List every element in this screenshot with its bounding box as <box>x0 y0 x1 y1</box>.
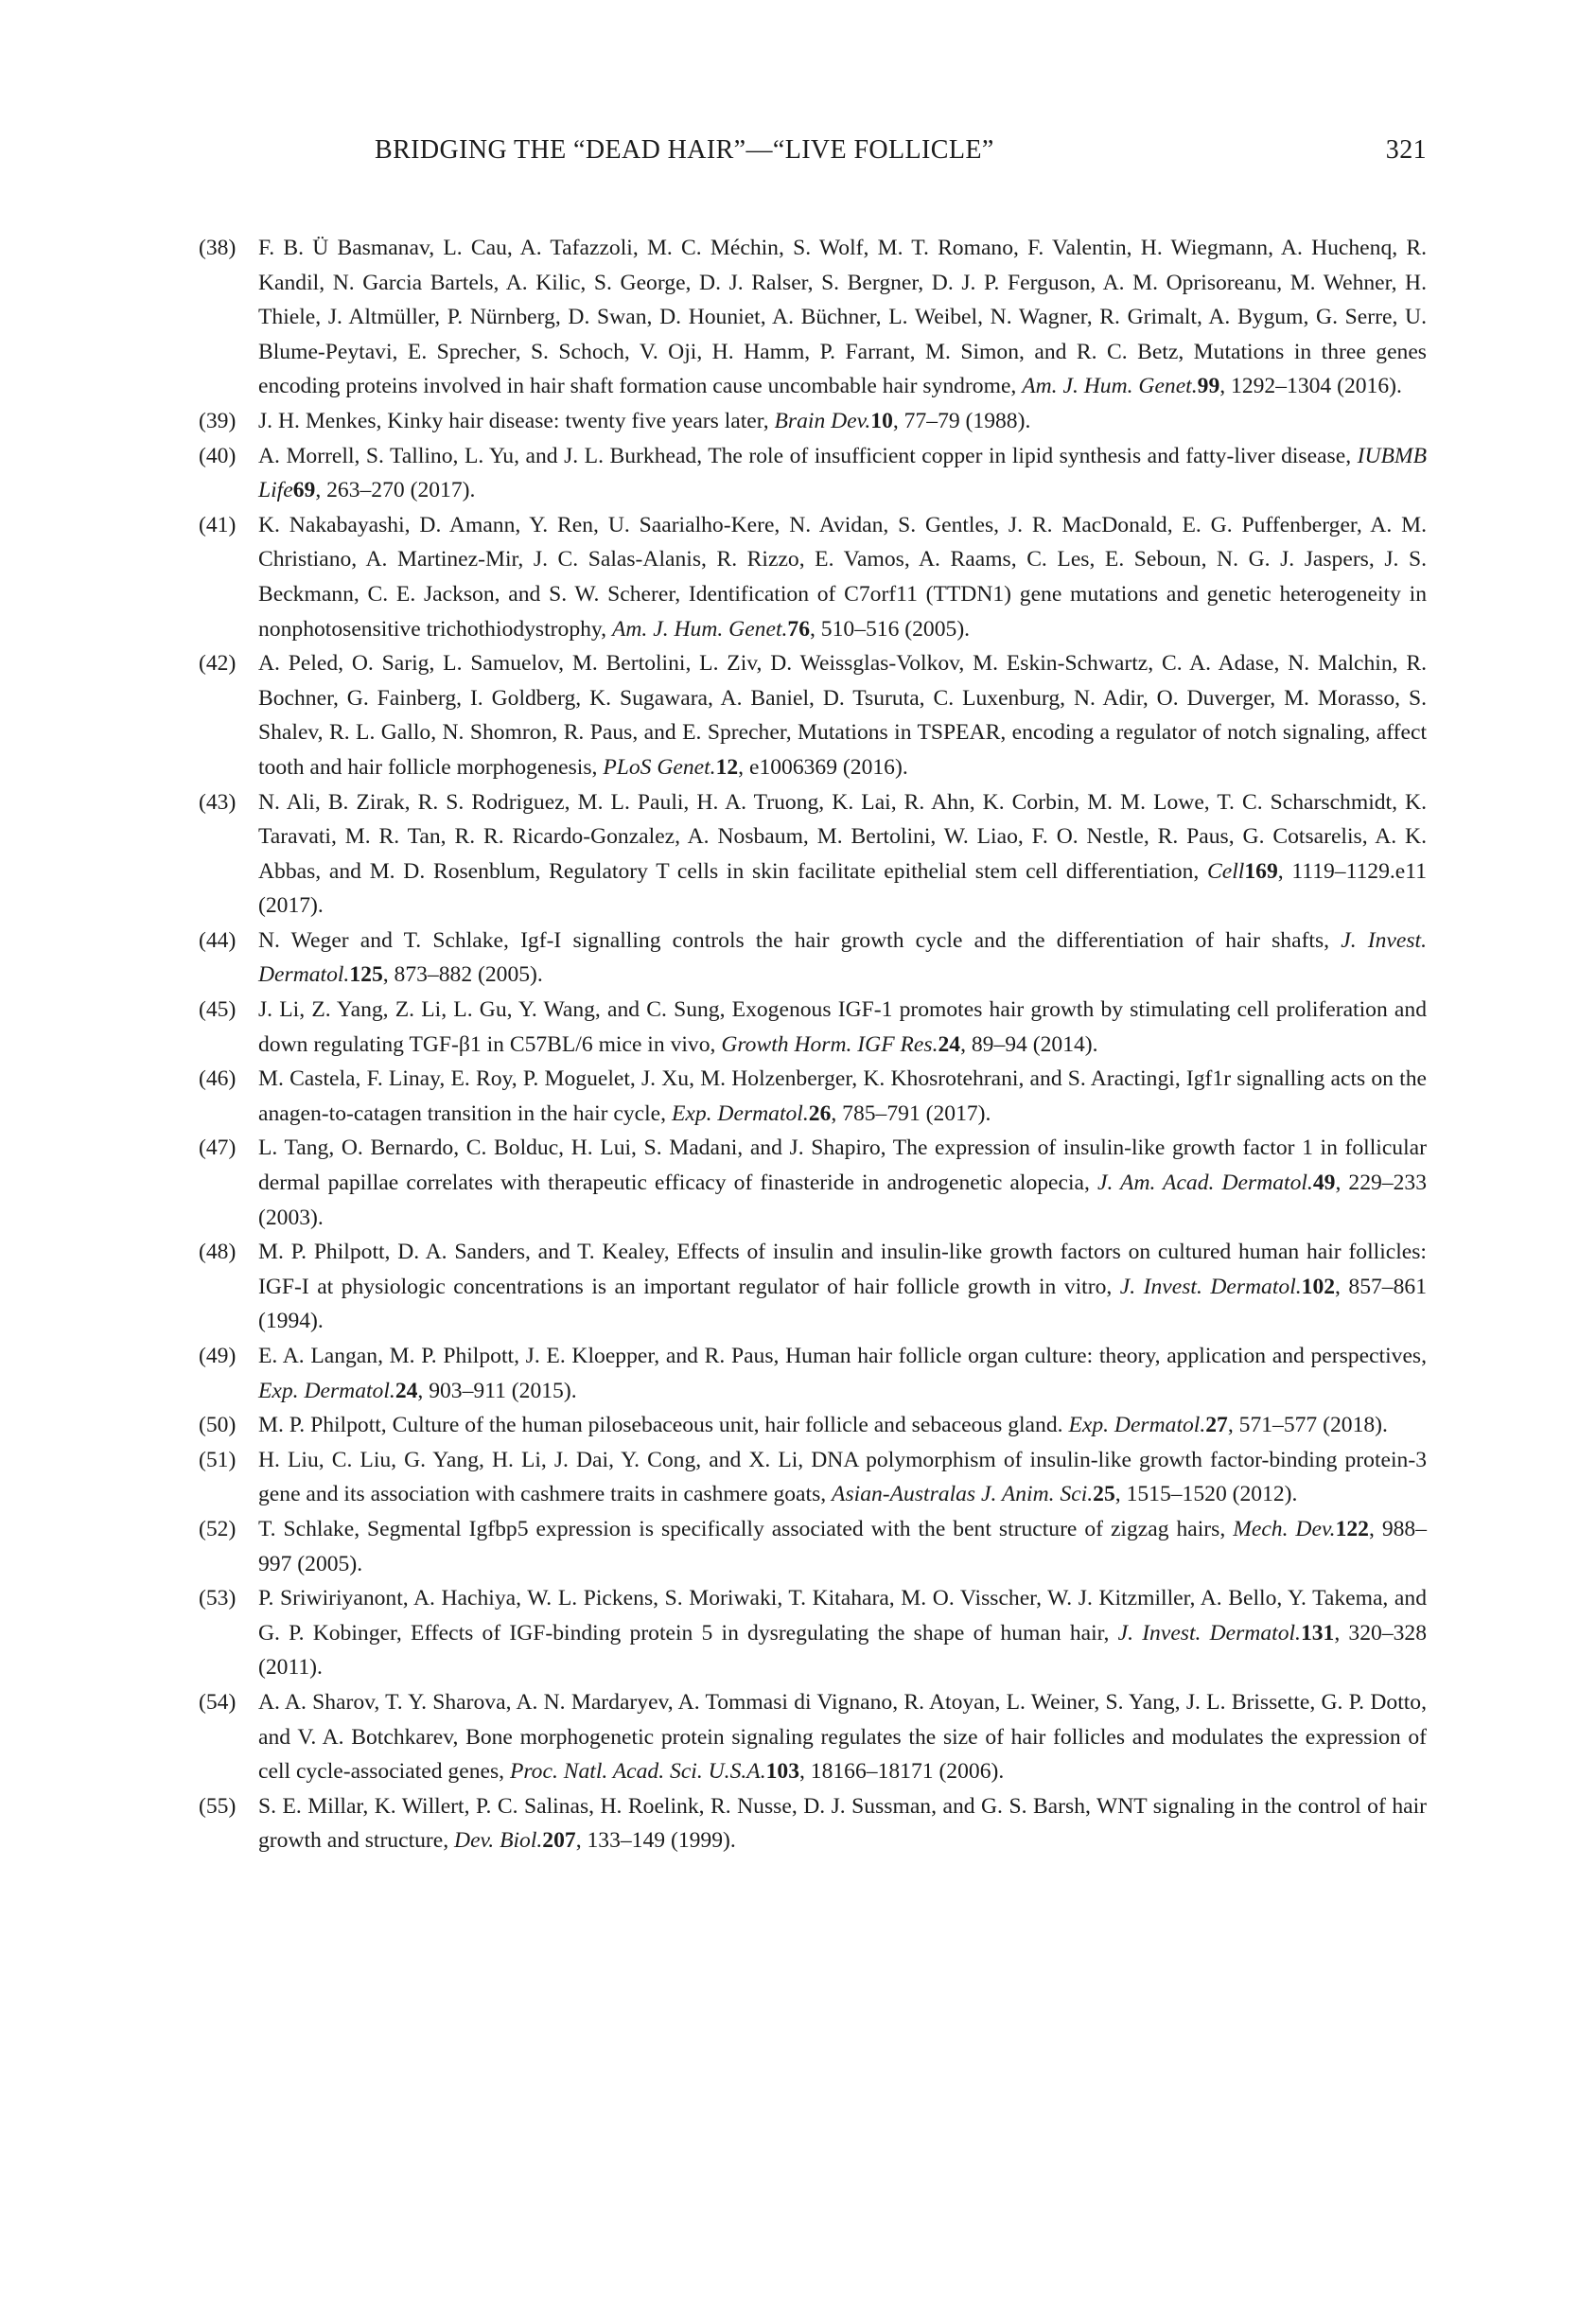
reference-text: J. H. Menkes, Kinky hair disease: twenty five years later, <box>258 408 775 433</box>
journal-name: Cell <box>1207 858 1245 884</box>
volume: 24 <box>395 1378 418 1403</box>
journal-name: Exp. Dermatol. <box>671 1100 809 1126</box>
reference-number: (52) <box>199 1516 237 1541</box>
reference-item <box>199 1235 1427 1339</box>
reference-number: (47) <box>199 1135 237 1161</box>
journal-name: IUBMB Life <box>258 443 1427 503</box>
reference-item <box>199 508 1427 646</box>
journal-name: Am. J. Hum. Genet. <box>1022 374 1198 399</box>
reference-text: S. E. Millar, K. Willert, P. C. Salinas, H. Roelink, R. Nusse, D. J. Sussman, and G. S. Barsh, WNT signaling in the control of hair growth and structure, <box>258 1793 1427 1854</box>
volume: 49 <box>1312 1171 1336 1196</box>
pages-year: , 988–997 (2005). <box>258 1516 1428 1576</box>
volume: 27 <box>1205 1413 1228 1438</box>
volume: 102 <box>1301 1274 1336 1299</box>
volume: 99 <box>1197 374 1220 399</box>
reference-text: M. Castela, F. Linay, E. Roy, P. Moguelet, J. Xu, M. Holzenberger, K. Khosrotehrani, and S. Aractingi, Igf1r signalling acts on the anagen-to-catagen transition in the hair cycle, <box>258 1066 1427 1126</box>
pages-year: , 133–149 (1999). <box>575 1828 736 1854</box>
reference-number: (55) <box>199 1793 237 1819</box>
reference-text: A. Peled, O. Sarig, L. Samuelov, M. Bertolini, L. Ziv, D. Weissglas-Volkov, M. Eskin-Schwartz, C. A. Adase, N. Malchin, R. Bochner, G. Fainberg, I. Goldberg, K. Sugawara, A. Baniel, D. Tsuruta, C. Luxenburg, N. Adir, O. Duverger, M. Morasso, S. Shalev, R. L. Gallo, N. Shomron, R. Paus, and E. Sprecher, Mutations in TSPEAR, encoding a regulator of notch signaling, affect tooth and hair follicle morphogenesis, <box>258 651 1427 780</box>
journal-name: J. Invest. Dermatol. <box>258 927 1427 988</box>
pages-year: , 857–861 (1994). <box>258 1274 1427 1334</box>
reference-item <box>199 231 1427 404</box>
reference-text: E. A. Langan, M. P. Philpott, J. E. Kloepper, and R. Paus, Human hair follicle organ culture: theory, application and perspectives, <box>258 1344 1427 1368</box>
reference-item <box>199 1339 1427 1408</box>
pages-year: , 1292–1304 (2016). <box>1219 374 1402 399</box>
volume: 25 <box>1093 1482 1115 1507</box>
reference-number: (38) <box>199 236 237 260</box>
reference-item <box>199 1789 1427 1858</box>
reference-text: J. Li, Z. Yang, Z. Li, L. Gu, Y. Wang, and C. Sung, Exogenous IGF-1 promotes hair growth by stimulating cell proliferation and down regulating TGF-β1 in C57BL/6 mice in vivo, <box>258 997 1427 1057</box>
reference-text: P. Sriwiriyanont, A. Hachiya, W. L. Pickens, S. Moriwaki, T. Kitahara, M. O. Visscher, W. J. Kitzmiller, A. Bello, Y. Takema, and G. P. Kobinger, Effects of IGF-binding protein 5 in dysregulating the shape of human hair, <box>258 1586 1427 1646</box>
pages-year: , 77–79 (1988). <box>892 408 1031 433</box>
reference-number: (50) <box>199 1413 237 1438</box>
reference-number: (40) <box>199 443 237 468</box>
journal-name: Dev. Biol. <box>454 1828 543 1854</box>
reference-text: F. B. Ü Basmanav, L. Cau, A. Tafazzoli, M. C. Méchin, S. Wolf, M. T. Romano, F. Valentin, H. Wiegmann, A. Huchenq, R. Kandil, N. Garcia Bartels, A. Kilic, S. George, D. J. Ralser, S. Bergner, D. J. P. Ferguson, A. M. Oprisoreanu, M. Wehner, H. Thiele, J. Altmüller, P. Nürnberg, D. Swan, D. Houniet, A. Büchner, L. Weibel, N. Wagner, R. Grimalt, A. Bygum, G. Serre, U. Blume-Peytavi, E. Sprecher, S. Schoch, V. Oji, H. Hamm, P. Farrant, M. Simon, and R. C. Betz, Mutations in three genes encoding proteins involved in hair shaft formation cause uncombable hair syndrome, <box>258 236 1427 399</box>
journal-name: Growth Horm. IGF Res. <box>721 1031 938 1057</box>
reference-number: (42) <box>199 651 237 677</box>
pages-year: , 263–270 (2017). <box>315 478 476 503</box>
journal-name: Proc. Natl. Acad. Sci. U.S.A. <box>509 1759 766 1785</box>
reference-number: (39) <box>199 408 237 433</box>
page-number: 321 <box>1385 135 1427 165</box>
reference-text: N. Ali, B. Zirak, R. S. Rodriguez, M. L. Pauli, H. A. Truong, K. Lai, R. Ahn, K. Corbin, M. M. Lowe, T. C. Scharschmidt, K. Taravati, M. R. Tan, R. R. Ricardo-Gonzalez, A. Nosbaum, M. Bertolini, W. Liao, F. O. Nestle, R. Paus, G. Cotsarelis, A. K. Abbas, and M. D. Rosenblum, Regulatory T cells in skin facilitate epithelial stem cell differentiation, <box>258 789 1427 884</box>
reference-text: A. Morrell, S. Tallino, L. Yu, and J. L. Burkhead, The role of insufficient copper in lipid synthesis and fatty-liver disease, <box>258 443 1358 468</box>
pages-year: , 89–94 (2014). <box>960 1031 1098 1057</box>
reference-number: (44) <box>199 927 237 953</box>
journal-name: J. Am. Acad. Dermatol. <box>1097 1171 1313 1196</box>
reference-text: A. A. Sharov, T. Y. Sharova, A. N. Mardaryev, A. Tommasi di Vignano, R. Atoyan, L. Weiner, S. Yang, J. L. Brissette, G. P. Dotto, and V. A. Botchkarev, Bone morphogenetic protein signaling regulates the size of hair follicles and modulates the expression of cell cycle-associated genes, <box>258 1689 1427 1785</box>
reference-number: (46) <box>199 1066 237 1092</box>
reference-text: T. Schlake, Segmental Igfbp5 expression is specifically associated with the bent structure of zigzag hairs, <box>258 1516 1234 1541</box>
reference-number: (54) <box>199 1689 237 1715</box>
pages-year: , 18166–18171 (2006). <box>798 1759 1005 1785</box>
reference-number: (45) <box>199 997 237 1023</box>
volume: 12 <box>715 754 739 780</box>
pages-year: , 229–233 (2003). <box>258 1171 1427 1230</box>
pages-year: , 903–911 (2015). <box>417 1378 577 1403</box>
reference-text: N. Weger and T. Schlake, Igf-I signalling controls the hair growth cycle and the differentiation of hair shafts, <box>258 927 1342 953</box>
volume: 103 <box>765 1759 799 1785</box>
reference-number: (51) <box>199 1447 237 1472</box>
reference-item <box>199 1062 1427 1131</box>
reference-item <box>199 439 1427 508</box>
journal-name: PLoS Genet. <box>603 754 716 780</box>
journal-name: Asian-Australas J. Anim. Sci. <box>832 1482 1094 1507</box>
journal-name: Mech. Dev. <box>1233 1516 1336 1541</box>
volume: 131 <box>1300 1620 1335 1646</box>
journal-name: Brain Dev. <box>774 408 871 433</box>
reference-text: M. P. Philpott, D. A. Sanders, and T. Kealey, Effects of insulin and insulin-like growth factors on cultured human hair follicles: IGF-I at physiologic concentrations is an important regulator of hair follicle growth in vitro, <box>258 1240 1427 1299</box>
reference-item <box>199 785 1427 924</box>
pages-year: , 510–516 (2005). <box>810 616 971 642</box>
reference-list <box>199 231 1427 1858</box>
reference-item <box>199 404 1427 439</box>
reference-item <box>199 1685 1427 1789</box>
pages-year: , 571–577 (2018). <box>1227 1413 1388 1438</box>
journal-name: Exp. Dermatol. <box>1068 1413 1206 1438</box>
volume: 125 <box>349 962 383 988</box>
pages-year: , 785–791 (2017). <box>831 1100 991 1126</box>
journal-name: Am. J. Hum. Genet. <box>611 616 788 642</box>
running-title: BRIDGING THE “DEAD HAIR”—“LIVE FOLLICLE” <box>375 135 994 165</box>
volume: 169 <box>1244 858 1278 884</box>
pages-year: , 873–882 (2005). <box>382 962 543 988</box>
volume: 69 <box>292 478 316 503</box>
reference-number: (53) <box>199 1586 237 1611</box>
reference-number: (41) <box>199 512 237 537</box>
journal-name: J. Invest. Dermatol. <box>1119 1274 1302 1299</box>
volume: 122 <box>1335 1516 1369 1541</box>
reference-item <box>199 1443 1427 1512</box>
reference-item <box>199 924 1427 993</box>
reference-text: L. Tang, O. Bernardo, C. Bolduc, H. Lui, S. Madani, and J. Shapiro, The expression of insulin-like growth factor 1 in follicular dermal papillae correlates with therapeutic efficacy of finasteride in androgenetic alopecia, <box>258 1135 1427 1196</box>
volume: 10 <box>870 408 893 433</box>
reference-text: M. P. Philpott, Culture of the human pilosebaceous unit, hair follicle and sebaceous gland. <box>258 1413 1069 1438</box>
pages-year: , 1515–1520 (2012). <box>1114 1482 1298 1507</box>
volume: 76 <box>787 616 810 642</box>
pages-year: , 1119–1129.e11 (2017). <box>258 858 1427 919</box>
reference-text: H. Liu, C. Liu, G. Yang, H. Li, J. Dai, Y. Cong, and X. Li, DNA polymorphism of insulin-like growth factor-binding protein-3 gene and its association with cashmere traits in cashmere goats, <box>258 1447 1427 1507</box>
reference-item <box>199 1581 1427 1685</box>
pages-year: , 320–328 (2011). <box>258 1620 1428 1681</box>
reference-item <box>199 1512 1427 1581</box>
reference-text: K. Nakabayashi, D. Amann, Y. Ren, U. Saarialho-Kere, N. Avidan, S. Gentles, J. R. MacDonald, E. G. Puffenberger, A. M. Christiano, A. Martinez-Mir, J. C. Salas-Alanis, R. Rizzo, E. Vamos, A. Raams, C. Les, E. Seboun, N. G. J. Jaspers, J. S. Beckmann, C. E. Jackson, and S. W. Scherer, Identification of C7orf11 (TTDN1) gene mutations and genetic heterogeneity in nonphotosensitive trichothiodystrophy, <box>258 512 1427 642</box>
reference-number: (48) <box>199 1240 237 1265</box>
reference-number: (49) <box>199 1344 237 1368</box>
reference-item <box>199 1408 1427 1443</box>
journal-name: Exp. Dermatol. <box>258 1378 395 1403</box>
reference-item <box>199 993 1427 1062</box>
volume: 24 <box>938 1031 961 1057</box>
reference-number: (43) <box>199 789 237 815</box>
volume: 207 <box>542 1828 576 1854</box>
journal-name: J. Invest. Dermatol. <box>1117 1620 1301 1646</box>
running-head <box>375 132 1427 169</box>
reference-item <box>199 646 1427 784</box>
reference-item <box>199 1131 1427 1235</box>
pages-year: , e1006369 (2016). <box>738 754 908 780</box>
volume: 26 <box>808 1100 832 1126</box>
